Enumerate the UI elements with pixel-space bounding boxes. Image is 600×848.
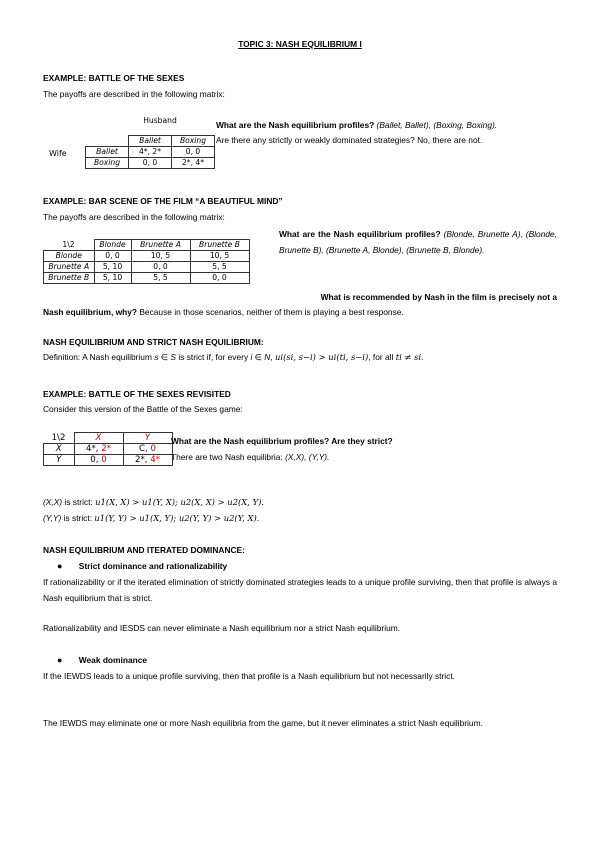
question-text: What is recommended by Nash in the film is precisely not a [320, 292, 557, 302]
payoff-cell: 0, 0 [190, 273, 249, 284]
row-header: Boxing [86, 158, 129, 169]
payoff-cell: 5, 10 [94, 273, 131, 284]
payoff-cell: 0, 0 [94, 251, 131, 262]
answer-profiles: (X,X), (Y,Y). [285, 452, 330, 462]
strict-line-yy [43, 513, 259, 524]
definition-symbol: S [170, 352, 176, 362]
bullet-text: Weak dominance [78, 655, 148, 665]
profile-inequality: u1(Y, Y) > u1(X, Y); u2(Y, Y) > u2(Y, X). [94, 513, 260, 523]
payoff-cell: 10, 5 [131, 251, 190, 262]
payoff-cell [123, 444, 172, 455]
section-heading-battle-of-sexes: EXAMPLE: BATTLE OF THE SEXES [43, 73, 185, 83]
bullet-text: Strict dominance and rationalizability [78, 561, 228, 571]
payoff-p2: 4* [147, 455, 160, 465]
answer-text: Because in those scenarios, neither of them is playing a best response. [137, 307, 404, 317]
question-nash-profiles-2 [279, 227, 557, 258]
payoff-p1: 0, [90, 455, 99, 465]
col-player-label: Husband [143, 116, 177, 125]
bullet-weak-dominance [57, 654, 147, 666]
payoff-cell: 5, 10 [94, 262, 131, 273]
payoff-p1: 2*, [135, 455, 148, 465]
col-header: Blonde [94, 240, 131, 251]
definition-text: ∈ [252, 352, 265, 362]
payoff-cell: 0, 0 [172, 147, 215, 158]
section-heading-bos-revisited: EXAMPLE: BATTLE OF THE SEXES REVISITED [43, 389, 231, 399]
strict-line-xx [43, 497, 264, 508]
matrix-corner: 1\2 [44, 433, 75, 444]
question-strict: What are the Nash equilibrium profiles? Are they strict? [171, 436, 393, 446]
definition-condition: ti ≠ si [395, 352, 422, 362]
row-header: Brunette A [44, 262, 95, 273]
row-header: X [44, 444, 75, 455]
profile-label: (Y,Y) [43, 513, 62, 523]
payoff-p1: C, [139, 444, 148, 454]
col-header: Brunette A [131, 240, 190, 251]
payoff-matrix-2 [43, 239, 250, 284]
profile-inequality: u1(X, X) > u1(Y, X); u2(X, X) > u2(X, Y). [95, 497, 265, 507]
profile-text: is strict: [62, 497, 96, 507]
matrix-corner: 1\2 [62, 239, 75, 249]
payoff-cell: 4*, 2* [129, 147, 172, 158]
payoff-matrix-1 [85, 135, 215, 169]
definition-inequality: ui(si, s−i) > ui(ti, s−i) [275, 352, 369, 362]
section-intro: The payoffs are described in the following matrix: [43, 89, 225, 99]
answer-text: (Blonde, Brunette A), (Blonde, Brunette B), (Brunette A, Blonde), (Brunette B, Blonde). [279, 229, 558, 255]
answer-two-equilibria [171, 452, 329, 463]
section-heading-beautiful-mind: EXAMPLE: BAR SCENE OF THE FILM “A BEAUTIFUL MIND” [43, 196, 283, 206]
definition-text: is strict if, for every [176, 352, 251, 362]
payoff-cell [74, 455, 123, 466]
payoff-cell: 5, 5 [190, 262, 249, 273]
payoff-p2: 2* [98, 444, 111, 454]
payoff-p2: 0 [147, 444, 156, 454]
definition-text: ∈ [158, 352, 171, 362]
definition-text: Definition: A Nash equilibrium [43, 352, 155, 362]
definition-symbol: N [264, 352, 271, 362]
payoff-cell: 5, 5 [131, 273, 190, 284]
question-dominated: Are there any strictly or weakly dominated strategies? No, there are not. [216, 135, 483, 145]
row-header: Ballet [86, 147, 129, 158]
col-header: Brunette B [190, 240, 249, 251]
section-intro: Consider this version of the Battle of the Sexes game: [43, 404, 243, 414]
question-nash-film-part1 [279, 292, 557, 303]
row-header: Y [44, 455, 75, 466]
payoff-cell [74, 444, 123, 455]
section-heading-strict-nash: NASH EQUILIBRIUM AND STRICT NASH EQUILIBRIUM: [43, 337, 264, 347]
paragraph-weak-dominance: If the IEWDS leads to a unique profile surviving, then that profile is a Nash equilibrium but not necessarily strict. [43, 671, 455, 681]
payoff-cell: 0, 0 [129, 158, 172, 169]
col-header: Boxing [172, 136, 215, 147]
bullet-strict-dominance [57, 560, 227, 572]
strict-nash-definition [43, 352, 573, 363]
definition-text: . [421, 352, 424, 362]
payoff-matrix-3 [43, 432, 173, 466]
answer-text: (Ballet, Ballet), (Boxing, Boxing). [374, 120, 498, 130]
payoff-p2: 0 [98, 455, 107, 465]
question-text: Nash equilibrium, why? [43, 307, 137, 317]
question-nash-film-part2 [43, 307, 563, 318]
payoff-cell [123, 455, 172, 466]
answer-text: There are two Nash equilibria: [171, 452, 286, 462]
payoff-p1: 4*, [86, 444, 99, 454]
question-text: What are the Nash equilibrium profiles? [216, 120, 375, 130]
definition-symbol: s [154, 352, 159, 362]
bullet-icon: ● [57, 561, 63, 571]
payoff-cell: 10, 5 [190, 251, 249, 262]
profile-label: (X,X) [43, 497, 63, 507]
page-title: TOPIC 3: NASH EQUILIBRIUM I [238, 39, 362, 49]
paragraph-iewds: The IEWDS may eliminate one or more Nash equilibria from the game, but it never eliminates a strict Nash equilibrium. [43, 718, 483, 728]
bullet-icon: ● [57, 655, 63, 665]
definition-text: , for all [368, 352, 396, 362]
definition-symbol: i [250, 352, 253, 362]
col-header: X [74, 433, 123, 444]
question-nash-profiles [216, 120, 561, 131]
profile-text: is strict: [61, 513, 95, 523]
paragraph-iesds: Rationalizability and IESDS can never eliminate a Nash equilibrium nor a strict Nash equilibrium. [43, 623, 401, 633]
col-header: Ballet [129, 136, 172, 147]
section-intro: The payoffs are described in the following matrix: [43, 212, 225, 222]
payoff-cell: 2*, 4* [172, 158, 215, 169]
question-text: What are the Nash equilibrium profiles? [279, 229, 441, 239]
row-header: Blonde [44, 251, 95, 262]
definition-text: , [270, 352, 276, 362]
section-heading-iterated-dominance: NASH EQUILIBRIUM AND ITERATED DOMINANCE: [43, 545, 245, 555]
payoff-cell: 0, 0 [131, 262, 190, 273]
row-header: Brunette B [44, 273, 95, 284]
paragraph-strict-dominance: If rationalizability or if the iterated elimination of strictly dominated strategies leads to a unique profile surviving, then that profile is always a Nash equilibrium that is strict. [43, 577, 557, 603]
col-header: Y [123, 433, 172, 444]
row-player-label: Wife [49, 149, 67, 158]
